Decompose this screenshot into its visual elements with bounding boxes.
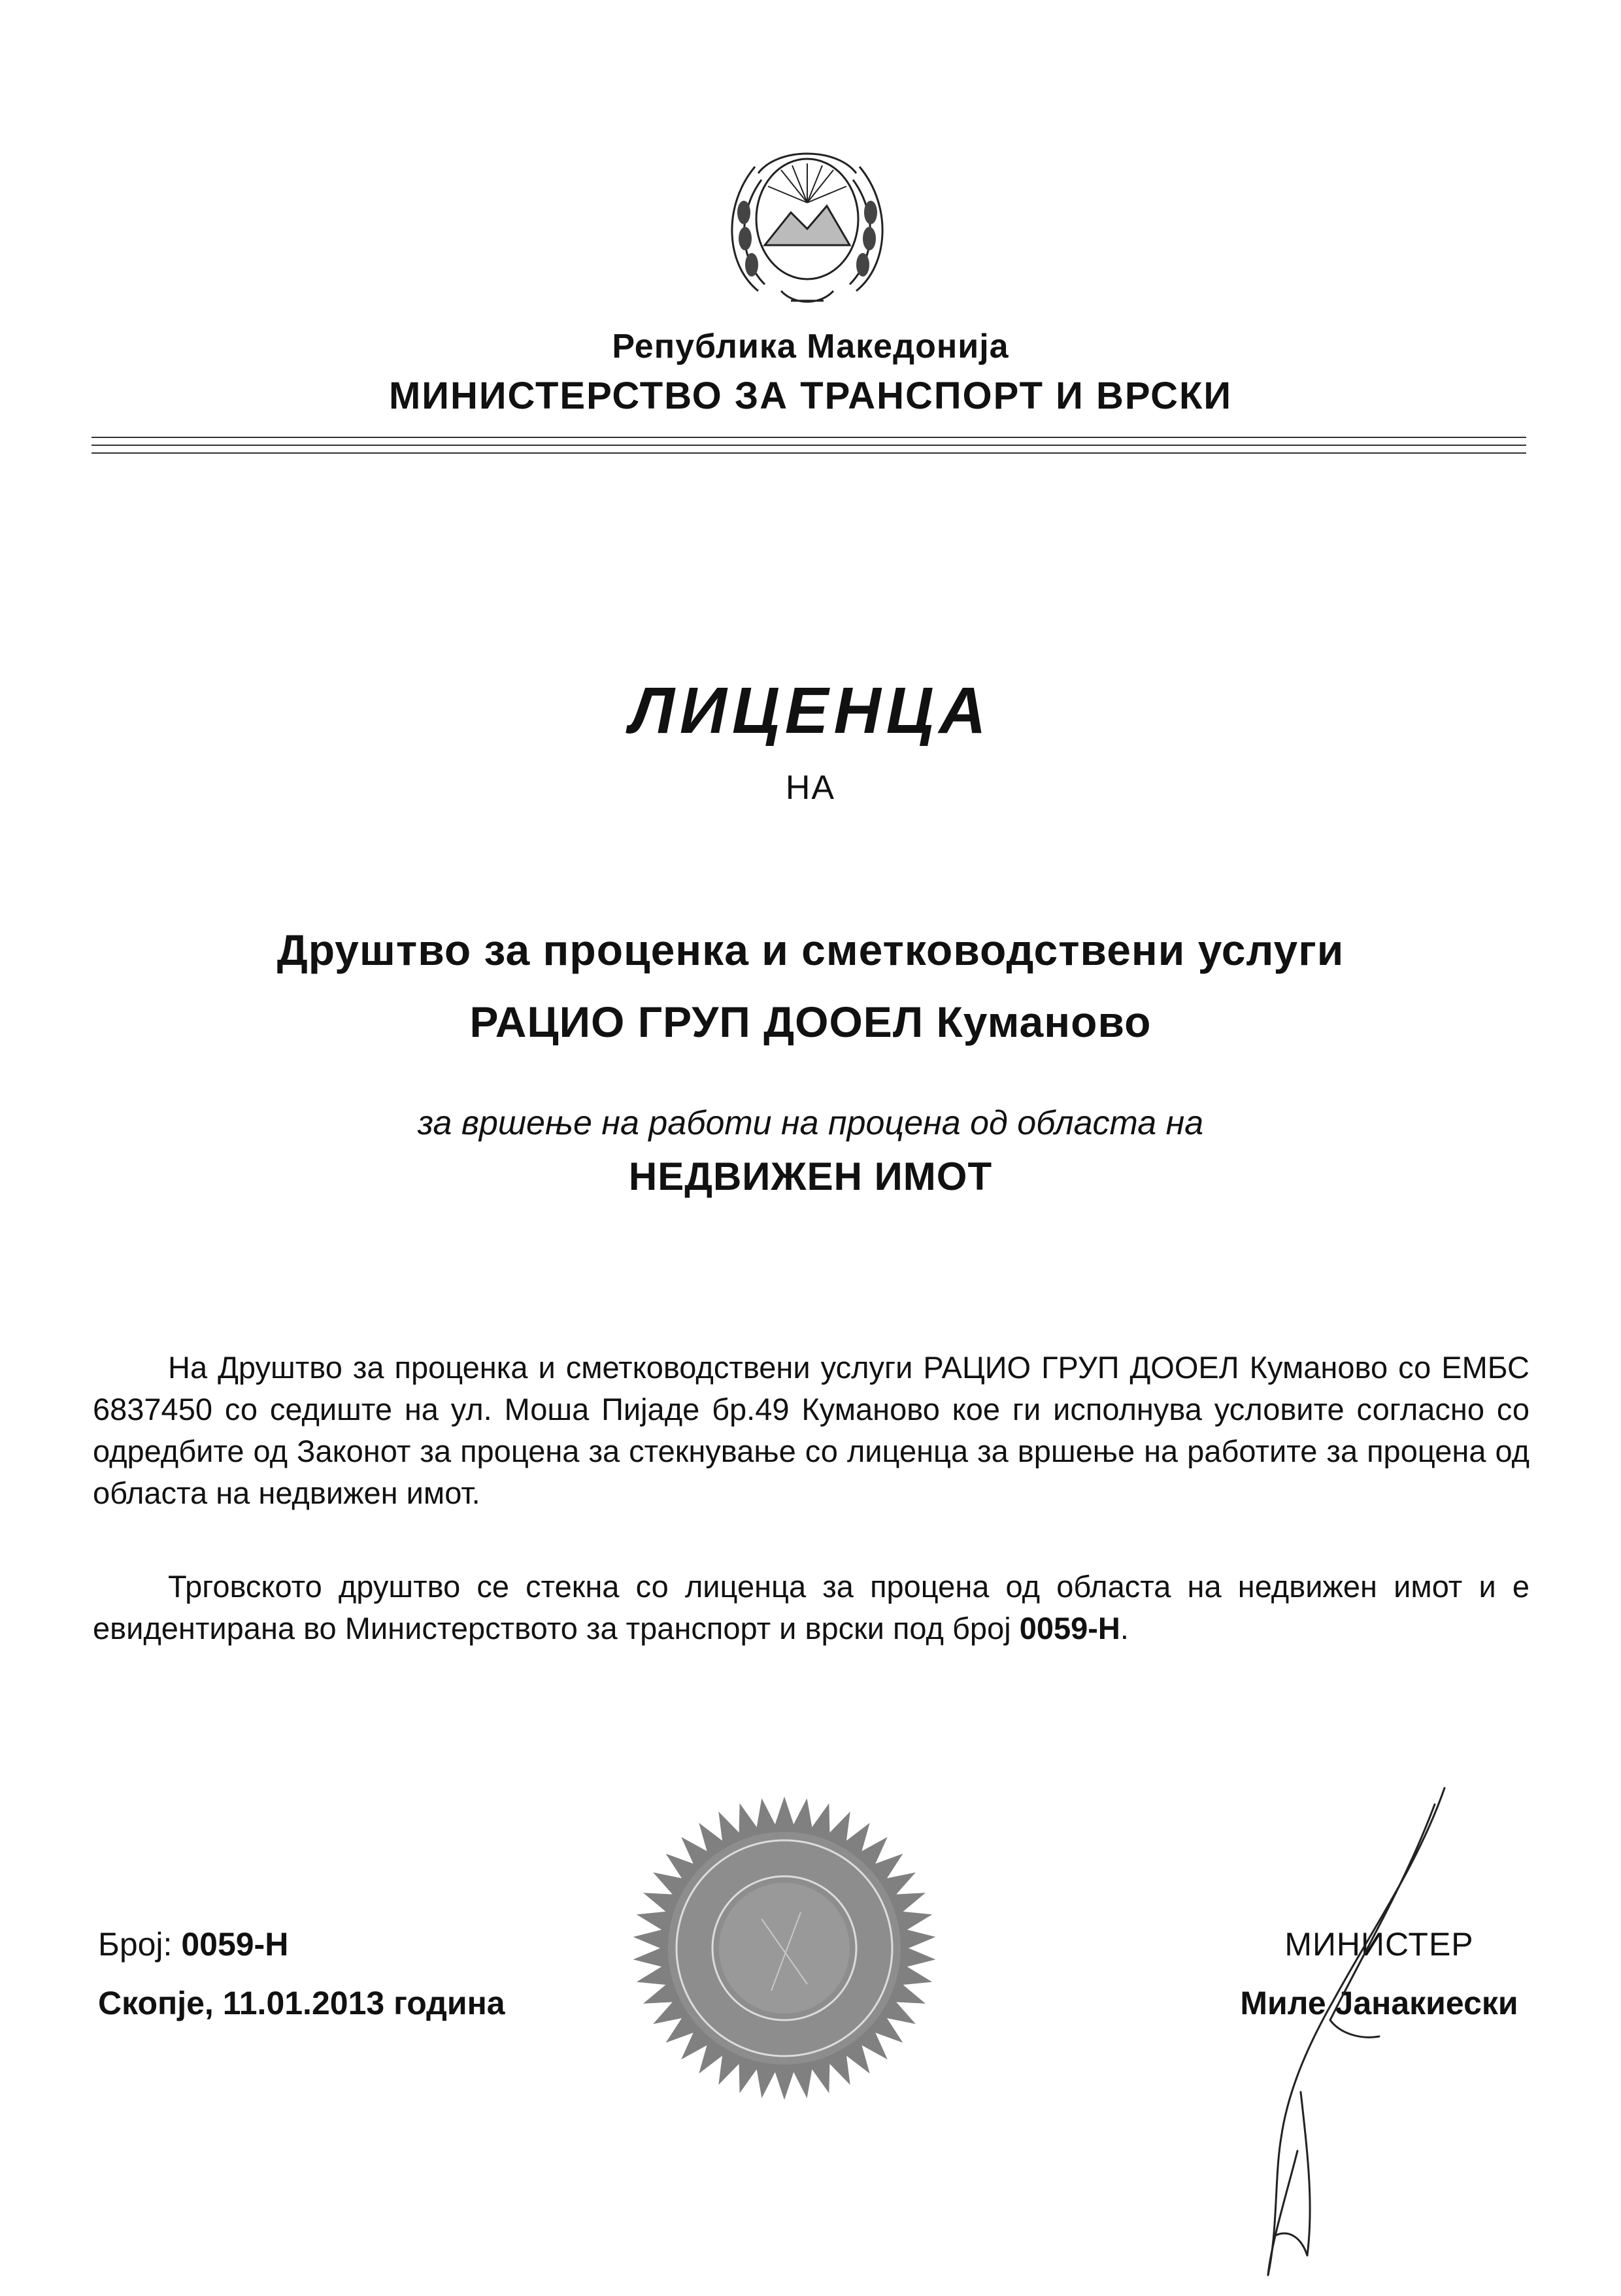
license-field: НЕДВИЖЕН ИМОТ — [628, 1155, 993, 1198]
registration-line — [98, 1925, 288, 1963]
issue-date-line: Скопје, 11.01.2013 година — [98, 1985, 505, 2021]
header-divider-top — [92, 437, 1526, 438]
organization-name: РАЦИО ГРУП ДООЕЛ Куманово — [469, 998, 1152, 1046]
body-paragraph-2-end: . — [1120, 1611, 1129, 1646]
title-subtitle: НА — [785, 769, 836, 807]
header-divider-middle — [92, 445, 1526, 446]
organization-type: Друштво за проценка и сметководствени услуги — [276, 926, 1345, 974]
body-paragraph-1: На Друштво за проценка и сметководствени услуги РАЦИО ГРУП ДООЕЛ Куманово со ЕМБС 6837450 со седиште на ул. Моша Пијаде бр.49 Куманово кое ги исполнува условите согласно со одредбите од Законот за процена за стекнување со лиценца за вршење на работите за процена од областа на недвижен имот. — [93, 1350, 1529, 1510]
handwritten-signature — [1209, 1785, 1484, 2282]
registration-number: 0059-Н — [181, 1926, 289, 1963]
coat-of-arms-icon — [719, 134, 895, 317]
ministry-name: МИНИСТЕРСТВО ЗА ТРАНСПОРТ И ВРСКИ — [388, 375, 1233, 417]
document-title: ЛИЦЕНЦА — [629, 674, 992, 747]
minister-title: МИНИСТЕР — [1284, 1926, 1474, 1963]
official-seal-icon — [631, 1795, 938, 2102]
body-paragraph-2-text: Трговското друштво се стекна со лиценца за процена од областа на недвижен имот и е евидентирана во Министерството за транспорт и врски под број — [93, 1569, 1529, 1646]
registration-label: Број: — [98, 1926, 182, 1963]
registration-number-inline: 0059-Н — [1019, 1611, 1120, 1646]
country-name: Република Македонија — [612, 328, 1009, 365]
license-purpose: за вршење на работи на процена од областа на — [417, 1104, 1204, 1142]
minister-name: Миле Јанакиески — [1240, 1985, 1518, 2021]
header-divider-bottom — [92, 452, 1526, 454]
body-paragraph-2 — [93, 1566, 1529, 1649]
